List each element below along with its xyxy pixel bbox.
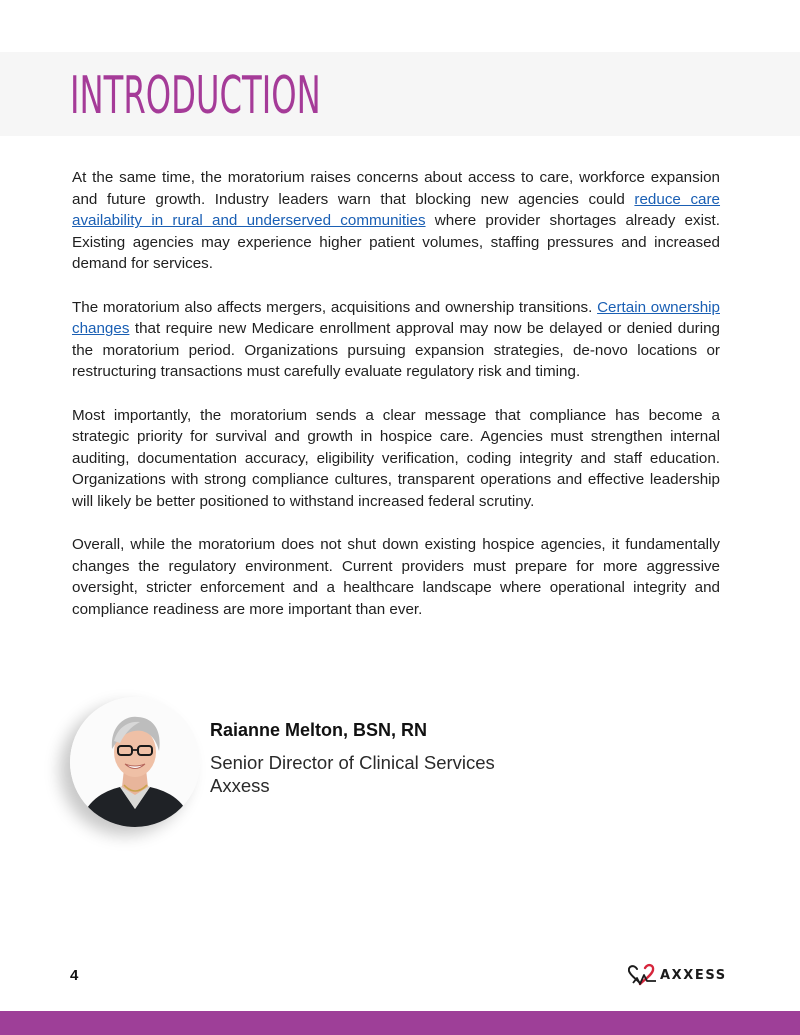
brand-wordmark: AXXESS bbox=[660, 967, 727, 983]
axxess-logo bbox=[628, 960, 734, 990]
page-number: 4 bbox=[70, 967, 79, 984]
axxess-heart-logo-icon bbox=[628, 963, 658, 987]
paragraph-4: Overall, while the moratorium does not shut down existing hospice agencies, it fundamentally changes the regulatory environment. Current providers must prepare for more aggressive oversight, stricter enforcement and a healthcare landscape where operational integrity and compliance readiness are more important than ever. bbox=[72, 536, 720, 618]
paragraph-2 bbox=[72, 297, 720, 383]
footer-band bbox=[0, 1011, 800, 1035]
author-company: Axxess bbox=[210, 775, 270, 796]
author-title: Senior Director of Clinical Services bbox=[210, 752, 495, 773]
paragraph-1-text-start: At the same time, the moratorium raises concerns about access to care, workforce expansion and future growth. Industry leaders warn that blocking new agencies could bbox=[72, 169, 720, 208]
paragraph-3: Most importantly, the moratorium sends a clear message that compliance has become a strategic priority for survival and growth in hospice care. Agencies must strengthen internal auditing, documentation accuracy, eligibility verification, coding integrity and staff education. Organizations with strong compliance cultures, transparent operations and effective leadership will likely be better positioned to withstand increased federal scrutiny. bbox=[72, 406, 720, 510]
ownership-changes-link[interactable]: Certain ownership changes bbox=[72, 298, 720, 338]
author-name: Raianne Melton, BSN, RN bbox=[210, 720, 428, 740]
page-title: INTRODUCTION bbox=[70, 66, 321, 126]
rural-care-availability-link[interactable]: reduce care availability in rural and underserved communities bbox=[72, 190, 721, 230]
article-body bbox=[72, 167, 720, 642]
paragraph-1-text-end: where provider shortages already exist. Existing agencies may experience higher patient volumes, staffing pressures and increased demand for services. bbox=[72, 212, 720, 273]
paragraph-2-text-end: that require new Medicare enrollment approval may now be delayed or denied during the moratorium period. Organizations pursuing expansion strategies, de-novo locations or restructuring transactions must carefully evaluate regulatory risk and timing. bbox=[72, 320, 720, 381]
author-photo bbox=[70, 697, 200, 827]
paragraph-2-text-start: The moratorium also affects mergers, acquisitions and ownership transitions. bbox=[72, 298, 598, 316]
author-portrait-icon bbox=[70, 697, 200, 827]
paragraph-1 bbox=[72, 167, 720, 275]
author-credentials bbox=[210, 751, 495, 797]
